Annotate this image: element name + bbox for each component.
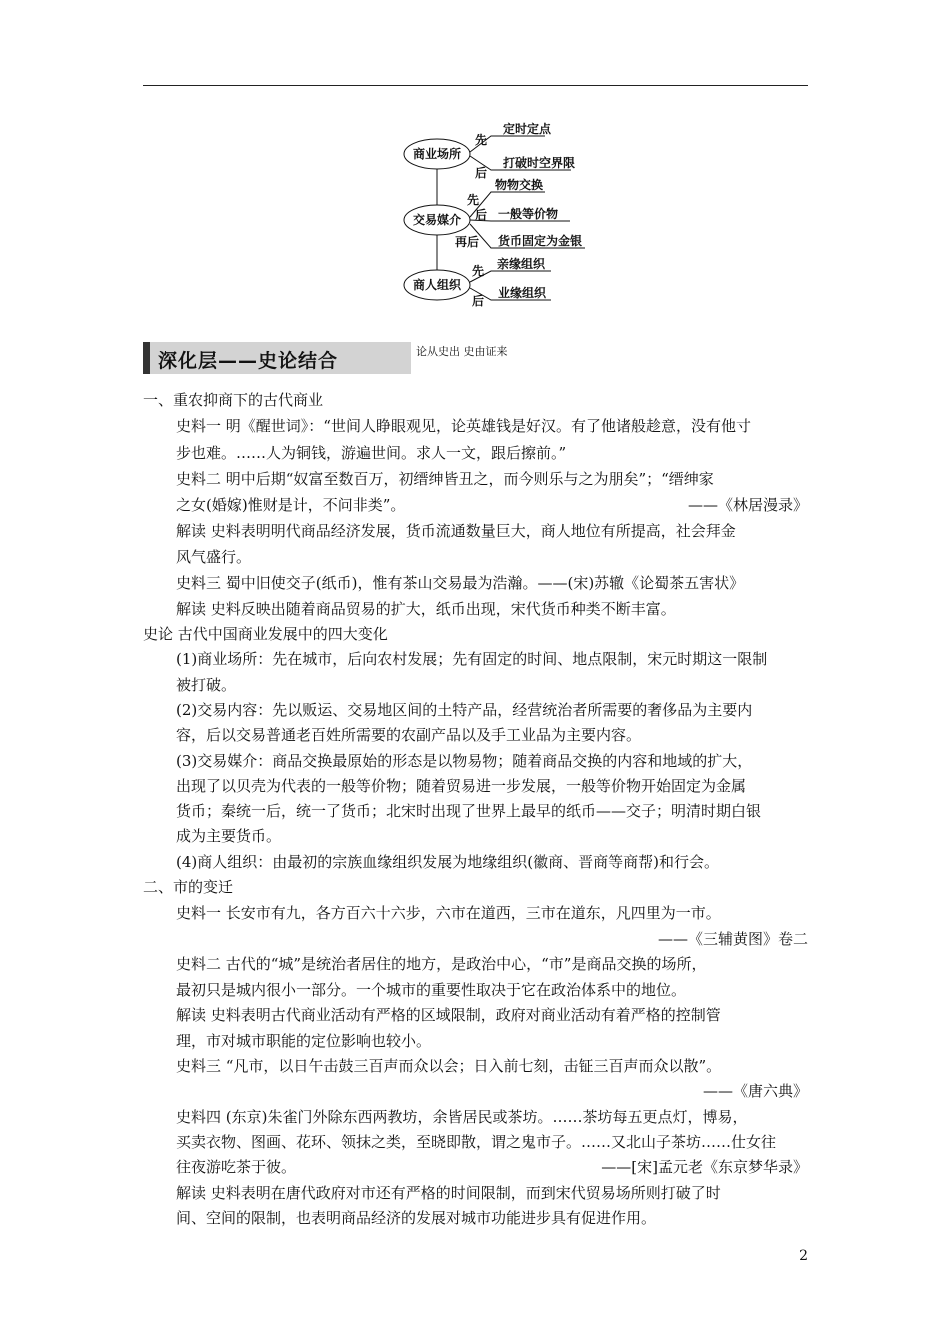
text-line: (2)交易内容：先以贩运、交易地区间的土特产品，经营统治者所需要的奢侈品为主要内 [176, 701, 753, 719]
branch-label: 亲缘组织 [497, 257, 546, 271]
branch-label: 业缘组织 [498, 286, 547, 300]
citation: ——《唐六典》 [702, 1082, 808, 1100]
text-line: 容，后以交易普通老百姓所需要的农副产品以及手工业品为主要内容。 [176, 726, 642, 744]
text-line: 史料二 明中后期“奴富至数百万，初缙绅皆丑之，而今则乐与之为朋矣”；“缙绅家 [176, 470, 714, 488]
text-line: 解读 史料表明明代商品经济发展，货币流通数量巨大，商人地位有所提高，社会拜金 [176, 522, 736, 540]
stage-label: 后 [475, 208, 488, 222]
text-line: 成为主要货币。 [176, 827, 282, 845]
branch-label: 打破时空界限 [503, 156, 576, 170]
text-line: 间、空间的限制，也表明商品经济的发展对城市功能进步具有促进作用。 [176, 1209, 657, 1227]
text-line: 史料四 (东京)朱雀门外除东西两教坊，余皆居民或茶坊。……茶坊每五更点灯，博易， [176, 1108, 748, 1126]
citation: ——《林居漫录》 [687, 496, 808, 514]
stage-label: 先 [472, 264, 485, 278]
citation: ——[宋]孟元老《东京梦华录》 [601, 1158, 808, 1176]
node-place: 商业场所 [412, 147, 462, 161]
text-line: 解读 史料反映出随着商品贸易的扩大，纸币出现，宋代货币种类不断丰富。 [176, 600, 676, 618]
stage-label: 先 [475, 133, 488, 147]
text-line: 史料三 蜀中旧使交子(纸币)，惟有茶山交易最为浩瀚。——(宋)苏辙《论蜀茶五害状》 [176, 574, 745, 592]
branch-label: 货币固定为金银 [498, 234, 583, 248]
branch-label: 一般等价物 [498, 207, 559, 221]
text-line: 史料一 长安市有九，各方百六十六步，六市在道西，三市在道东，凡四里为一市。 [176, 904, 721, 922]
stage-label: 后 [472, 294, 485, 308]
stage-label: 再后 [455, 235, 480, 249]
branch-label: 定时定点 [503, 122, 552, 136]
header-rule [143, 85, 808, 86]
heading-1: 一、重农抑商下的古代商业 [143, 391, 324, 409]
text-line: 货币；秦统一后，统一了货币；北宋时出现了世界上最早的纸币——交子；明清时期白银 [176, 802, 762, 820]
page-number: 2 [799, 1248, 808, 1264]
text-line: 被打破。 [176, 676, 237, 694]
text-line: 之女(婚嫁)惟财是计，不问非类”。 [176, 496, 406, 514]
text-line: (4)商人组织：由最初的宗族血缘组织发展为地缘组织(徽商、晋商等商帮)和行会。 [176, 853, 719, 871]
knowledge-diagram [395, 122, 615, 322]
text-line: 史料二 古代的“城”是统治者居住的地方，是政治中心，“市”是商品交换的场所， [176, 955, 707, 973]
text-line: (3)交易媒介：商品交换最原始的形态是以物易物；随着商品交换的内容和地域的扩大， [176, 752, 753, 770]
node-org: 商人组织 [412, 278, 462, 292]
stage-label: 先 [467, 193, 480, 207]
section-title: 深化层——史论结合 [143, 342, 411, 374]
heading-shilun: 史论 古代中国商业发展中的四大变化 [143, 625, 388, 643]
text-line: 买卖衣物、图画、花环、领抹之类，至晓即散，谓之鬼市子。……又北山子茶坊……仕女往 [176, 1133, 777, 1151]
text-line: 史料一 明《醒世词》：“世间人睁眼观见，论英雄钱是好汉。有了他诸般趁意，没有他寸 [176, 417, 751, 435]
text-line: 风气盛行。 [176, 548, 252, 566]
branch-label: 物物交换 [495, 178, 544, 192]
text-line: 解读 史料表明古代商业活动有严格的区域限制，政府对商业活动有着严格的控制管 [176, 1006, 721, 1024]
heading-2: 二、市的变迁 [143, 878, 234, 896]
text-line: 解读 史料表明在唐代政府对市还有严格的时间限制，而到宋代贸易场所则打破了时 [176, 1184, 721, 1202]
text-line: 史料三 “凡市，以日午击鼓三百声而众以会；日入前七刻，击钲三百声而众以散”。 [176, 1057, 722, 1075]
citation: ——《三辅黄图》卷二 [657, 930, 808, 948]
text-line: 理，市对城市职能的定位影响也较小。 [176, 1032, 432, 1050]
text-line: 往夜游吃茶于彼。 [176, 1158, 297, 1176]
stage-label: 后 [475, 166, 488, 180]
text-line: (1)商业场所：先在城市，后向农村发展；先有固定的时间、地点限制，宋元时期这一限制 [176, 650, 768, 668]
text-line: 出现了以贝壳为代表的一般等价物；随着贸易进一步发展，一般等价物开始固定为金属 [176, 777, 747, 795]
section-subtitle: 论从史出 史由证来 [416, 345, 508, 358]
node-medium: 交易媒介 [412, 213, 462, 227]
text-line: 步也难。……人为铜钱，游遍世间。求人一文，跟后擦前。” [176, 444, 567, 462]
text-line: 最初只是城内很小一部分。一个城市的重要性取决于它在政治体系中的地位。 [176, 981, 687, 999]
